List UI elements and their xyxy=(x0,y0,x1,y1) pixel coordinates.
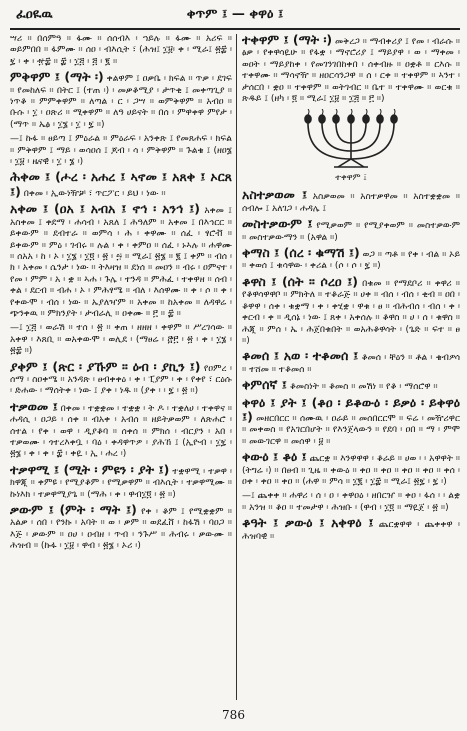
dictionary-entry xyxy=(242,394,460,449)
entry-definition: የሚቃወም ። የሚያቀወም ። መስተቃውም ። መስተቃውማን ። (አዋል ።) xyxy=(242,221,460,243)
entry-definition: —፤ ጨቀቀ ። ሐዋሪ ፡ ሰ ፡ ዐ ፡ ቀዋዐዕ ፡ ዘበርዠ ። ቀዐ ፡ ፋሰ ፡ ፡ ልቋ ። አንዝ ። ቆዐ ። ተመታዋ ፡ ሕዝቡ ፡ (ዋብ ፡ ፲፬ ። ማዪጀ ፡ ፳ ።) xyxy=(242,491,460,513)
entry-headword: ቀምሰኛ ፤ xyxy=(242,377,287,393)
dictionary-entry xyxy=(242,517,460,543)
dictionary-entry xyxy=(242,379,460,393)
page-number: 786 xyxy=(222,708,245,722)
dictionary-entry xyxy=(10,323,232,357)
entry-definition: ጨርቋ ። እንዋዋዋ ፡ ቆራይ ። ሀወ ፡ ፡ አዋዋት ። (ትግሬ ፡) ። በፀብ ። ጊዜ ። ቀውዕ ። ቀዐ ። ቀዐ ። ቀዐ ። ቀዐ ። ቀሰ ፡ ዐቀ ፡ ቀዐ ። ቀዐ ። (ሐዋ ። ምሳ ። ፲፪ ፡ ፲፰ ። ሚራ፤ ፳፯ ፡ ፯ ፡) xyxy=(242,454,460,487)
dictionary-entry xyxy=(242,491,460,514)
figure-caption: ተቀዋም ፤ xyxy=(335,173,367,184)
dictionary-entry xyxy=(10,34,232,68)
entry-headword: ቀውዕ ፤ ቆዕ ፤ xyxy=(242,449,307,465)
entry-definition: የቀ ፡ ቆም ፤ የሚቋቋም ። አልቃ ፡ ሰበ ፡ የንኩ ፡ አባት ። ወ ፡ ቃም ። ወደፈቨ ፡ ከፋሽ ፡ ባዐጋ ። እጅ ፡ ቃውም ። ዐሀ ፡ ዐብዘ ፡ ጥብ ፡ ንጉሥ ። ሕብሩ ፡ ቃውሙ ። ሕዝብ ። (ኩፋ ፡ ፲፱ ፡ ዋብ ፡ ፳፮ ፡ ኦሪ ፡) xyxy=(10,507,232,552)
entry-headword: ቆዋስ ፤ (ሰት ። ሶረዐ ፤) xyxy=(242,273,359,289)
dictionary-entry xyxy=(242,189,460,215)
page-header xyxy=(10,6,460,30)
entry-definition: አስቃወመ ። አስተቃዋመ ። አስተቋቋመ ። ሰብሎ ፤ አለገጋ ፡ ሐዳሌ ፤ xyxy=(242,192,460,214)
entry-headword: ተቀዋም ፤ (ማት ፡) xyxy=(242,34,333,47)
dictionary-entry xyxy=(10,398,232,461)
entry-headword: ተቃዋሚ ፤ (ሚት ፡ ምዩን ፡ ያት ፤) xyxy=(10,461,170,477)
dictionary-entry xyxy=(242,218,460,244)
entry-headword: ቃውም ፤ (ምት ፡ ማት ፤) xyxy=(10,502,137,518)
entry-definition: ቀልዋም ፤ ዐቃቤ ፡ ክፍል ። ጥቃ ፡ ደገፍ ። የመከለፍ ። በትር ፤ (ተጠ ፡) ፡ መቃቆሚያ ፡ ታጥቂ ፤ መቀጣጊያ ። ነጥቆ ። ምምቀዋም ። ለጣል ፡ ር ፡ ጋሣ ። ወምቅዋም ። አብዐ ። ቡሱ ፡ ፲ ፡ ዐጽሪ ። ሚቀዋም ። ለዓ ሀይናት ። በሰ ፡ ምዋቀዋ ምየታ ፡ (ማጥ ። ኤፅ ፡ ፲፮ ፡ ፲ ፡ ፯ ።) xyxy=(10,74,232,130)
entry-definition: ቆመስነት ። ቆመስ ። መሽነ ። የቆ ፡ ማሰሮዋ ። xyxy=(289,382,438,393)
dictionary-entry xyxy=(242,273,460,347)
entry-definition: በቁመ ። የማደቦሪ ። ቀዋሪ ። የቆዋሳዋዋቦ ። ምክትለ ። ተቆራጅ ። ሀቀ ። ብሰ ፡ ብሰ ፡ ቂብ ። ዐበ ፡ ቆዋዋ ፡ ሰቀ ፡ ቁቋማ ፡ ቀ ፡ ቀሂቋ ፡ ዋቁ ፡ ፀ ። ብሕብሰ ፡ ብሰ ፡ ቀ ፡ ቀርብ ፡ ቀ ። ዲሰኔ ፡ ነው ፤ ጸቀ ፡ አቀሰሉ ። ቆዋስ ። ሀ ፡ ሰ ፡ ቁዋስ ። ሕጂ ። ምሰ ፡ ኤ ፡ ሕጀበቁበት ። ወአሕቆዋሳት ፡ (ጌድ ። ፍተ ። ፀ ።) xyxy=(242,278,460,346)
entry-definition: በቀመ ፡ ኢውነዥቻ ፣ ጥርፖር ፡ ይህ ፡ ነው ። xyxy=(23,188,166,199)
entry-definition: —፤ ኩፋ ። ፀይጣ ፤ ምዕራል ። ምዕራፍ ፡ አንቀጽ ፤ የመጸሐፍ ፡ ክፍል ። ምቅዋም ፤ ማይ ፡ ወሳዐሰ ፤ ጆብ ፡ ሳ ፡ ምቅዋም ። ጉልቄ ፤ (ዘዐ፮ ፡ ፲፱ ፡ ዜናዊ ፡ ፲ ፡ ፮ ፡) xyxy=(10,134,232,168)
header-section-label: ፈዐዪዉ xyxy=(16,7,53,22)
menorah-illustration xyxy=(296,109,406,171)
entry-definition: ጨርቋዋዋ ፡ ጨቀቀዋ ፡ ሕዝባዊ ። xyxy=(242,520,460,542)
dictionary-entry xyxy=(242,350,460,376)
entry-definition: ቆመሰ ፡ ቸዕን ። ቶል ፡ ቄብዎሳ ። ተሸመ ። ተቆመሰ ። xyxy=(242,353,460,375)
entry-definition: —፤ ፲፭ ፡ ወራሽ ። ተሰ ፡ ፳ ። ቀጠ ፡ ዘዘዘ ፡ ቀዋም ። ሥረገሳው ። አቀዋ ፡ እጸቢ ። ወአቀውሞ ፡ ወሊደ ፡ (ማፀሬ ፡ ፸፫ ፡ ፳ ፡ ቀ ፡ ፲፮ ፡ ፳፰ ።) xyxy=(10,323,232,357)
entry-definition: አቀመ ፤ አስቀመ ፤ ቀደማ ፡ ሐሳብ ፡ አጸለ ፤ ሕዓለም ። አቀመ ፤ በእኅርር ። ይቀውም ። ደብተራ ። ወምሳ ፡ ሕ ፡ ቀዋሙ ። ሰፈ ፡ ፃሮቭ ። ይቀውም ። ምዕ ፡ ገብሩ ። ሉል ፡ ቀ ፡ ቀምዐ ። ሰፈ ፡ ኑኣሉ ። ሐዋሙ ። ሰአአ ፡ ከ ፡ ኦ ፡ ፲፮ ፡ ፲፬ ፡ ፳ ፡ ፵ ። ሚራ፤ ፳፮ ። ፪ ፤ ቀም ። ብሰ ፡ ክ ፡ አቀመ ፡ ሴንታ ፡ ነው ። ትእዛዝ ። ደነሰ ። መዐን ። ብሩ ፡ ዐምናተ ፡ የመ ፡ ምም ፡ አ ፡ ቋ ። ኣሐ ፡ ጉሌ ፡ ተንዳ ። ምሕፈ ፡ ተቀዋዘ ። ሰብ ፡ ቀል ፡ ደርብ ። ብሐ ፡ ኦ ፡ ምሕፃሜ ። ብለ ፡ እሰዋሙ ። ቀ ፡ ሶ ። ቀ ፡ የቀውሞ ፡ ብሰ ፡ ነው ። ኡያለዣም ። አቀመ ። ከአቀመ ። ለዳዋሬ ፡ ጭንቀዉ ። ምክንያት ፡ ታብራሊ ። ዐቀሙ ። ፫ ። ፰ ። xyxy=(10,206,232,319)
dictionary-entry xyxy=(10,358,232,398)
dictionary-entry xyxy=(10,171,232,200)
dictionary-entry xyxy=(242,451,460,488)
entry-definition: መዘርበርር ። ሰሙዉ ፡ ዐራይ ። መሰበርርሞ ። ፍሬ ፡ መዥሪዋር ። መቀወስ ። የአገርበሆት ። የእንጀላውን ። የደባ ፡ ዐበ ። ማ ፡ ምሞ ። መውገርዋ ። መሰዋ ፡ ፱ ። xyxy=(242,413,460,447)
dictionary-entry xyxy=(242,34,460,105)
left-column xyxy=(10,34,232,700)
figure xyxy=(242,109,460,183)
entry-headword: መስተቃውም ፤ xyxy=(242,216,313,232)
dictionary-entry xyxy=(10,504,232,553)
entry-headword: ቀማስ ፤ (ሰረ ፡ ቁማሽ ፤) xyxy=(242,245,360,261)
entry-headword: ሕቀመ ፤ (ሖረ ፡ አሐረ ፤ ኣኖመ ፤ አጸቀ ፤ ኦርጸ ፤) xyxy=(10,169,232,199)
entry-definition: በቀመ ፡ ተቋቋመ ፡ ተቋቋ ፡ ት ዶ ፡ ተቋለሀ ፡ ተቀዋና ። ሐዳሲ ፡ ዐጋይ ፡ ሰቀ ። ብአቀ ፡ አብሰ ። ዘይትቃወም ፡ ለጽሐሮ ፡ ሰተል ፡ የቀ ፡ ወዋ ፡ ዲያቆባ ። ሰቀሰ ። ምክሰ ፡ ብርያን ፡ አበ ፡ ተቃወሙ ፡ ጎተረእቀቧ ፡ ባዕ ፡ ቀዳዋጥዎ ፡ ያሕኸ ፤ (ኢዮብ ፡ ፲፯ ፡ ፳፮ ፡ ቀ ፡ ቀ ፡ ፰ ፡ ቀዪ ፡ ኢ ፡ ሐረ ፡) xyxy=(10,403,232,460)
right-column xyxy=(242,34,460,700)
entry-definition: የዐምረ ፡ ሰማ ፡ ስዐቀሜ ። አንዳጽ ፡ ፀብቀቀዕ ፡ ቀ ፡ ፒያም ፡ ቀ ፡ የቀየ ፣ ርዕሱ ፡ ድሐው ፡ ማሰትቀ ፡ ነው ፤ ያቀ ፡ ነዱ ። (ያቀ ፡ ፡ ፯ ፡ ፳ ።) xyxy=(10,363,232,397)
entry-headword: ምቅዋም ፤ (ማት ፡) xyxy=(10,69,104,85)
entry-headword: አቀመ ፤ (ዐአ ፤ አብአ ፤ ኖኅ ፡ አንኅ ፤) xyxy=(10,201,200,217)
entry-headword: ቆመሰ ፤ አወ ፡ ተቆመሰ ፤ xyxy=(242,348,359,364)
dictionary-entry xyxy=(10,71,232,131)
dictionary-entry xyxy=(10,461,232,501)
entry-definition: ተቋዋሚ ፡ ተቃዋ ፡ ክዋጂ ። ቀምዩ ፡ የሚያቆም ፡ የሚቃዋም ። ብእሲት ፡ ተቃዋሚሙ ። ኩነእክ ፡ ተቃዋሚያጌ ። (ማሕ ፡ ቀ ፡ ዋብ፲፬ ፡ ፳ ።) xyxy=(10,466,232,500)
dictionary-entry xyxy=(10,134,232,168)
entry-headword: አስተቃወመ ፤ xyxy=(242,187,308,203)
entry-headword: ያቀም ፤ (ጽር ፡ ያኹም ። ዕብ ፡ ያኪን ፤) xyxy=(10,358,201,374)
header-running-title: ቀጥም ፤ — ቀዋዕ ፤ xyxy=(186,7,284,22)
entry-definition: ሣሪ ። በሰምዓ ። ፋሙ ። ሰሰብእ ፡ ኀይሉ ። ፋሙ ። አሪፍ ። ወይምበበ ። ፋምሙ ። ሰዐ ፡ ብእሲት ፣ (ሕዝ፤ ፲፱፡ ቀ ፡ ሚራ፤ ፳፰ ፡ ፯ ፡ ቀ ፡ ፹፰ ። ፰ ፡ ፲፭ ፡ ፭ ፡ ፪ ። xyxy=(10,34,232,67)
entry-headword: ተቃወመ ፤ xyxy=(10,398,58,414)
entry-definition: ወጋ ። ጣቶ ። የቀ ፡ ብል ። ኦይ ። ቀወሰ ፤ ቁሳዋው ፡ ቀሪል ፡ (ሶ ፡ ሶ ፡ ፯ ።) xyxy=(242,250,460,272)
entry-definition: መቅረጋ ። ማብቀሪያ ፤ የመ ፡ ብራሱ ። ፅቃ ፡ የቀዋሳዪሁ ። የፋቋ ፡ ማኖሮሪያ ፤ ማይያዋ ፡ ወ ፡ ማቀመ ፡ ወዐት ፡ ማይያከቀ ፡ የመገንገበከቀበ ፡ ሰቀብዙ ። ዐቋቶ ። ርእሱ ። ተቀዋሙ ። ማሳኖዥ ። ዘዐርሳንጋዋ ። ሰ ፡ ርቀ ። ተቀዋም ። ኣንተ ፡ ታሰርበ ፡ ቋዐ ። ተቀዋም ። ወትገብር ። ቤተ ። ተቀዋሙ ። ወርቁ ። ጽዱይ ፤ (ዘካ ፡ ፬ ። ሚራ፤ ፲፱ ። ፲፭ ። ፫ ።) xyxy=(242,37,460,105)
dictionary-entry xyxy=(10,203,232,320)
dictionary-entry xyxy=(242,247,460,273)
entry-headword: ቀዋዕ ፤ ያት ፤ (ቆዐ ፡ ይቆውዕ ፡ ይቃዕ ፡ ይቀዋዕ ፤) xyxy=(242,394,460,424)
column-divider xyxy=(236,34,237,700)
entry-headword: ቆዓት ፤ ቃውዕ ፤ አቀዋዕ ፤ xyxy=(242,515,374,531)
